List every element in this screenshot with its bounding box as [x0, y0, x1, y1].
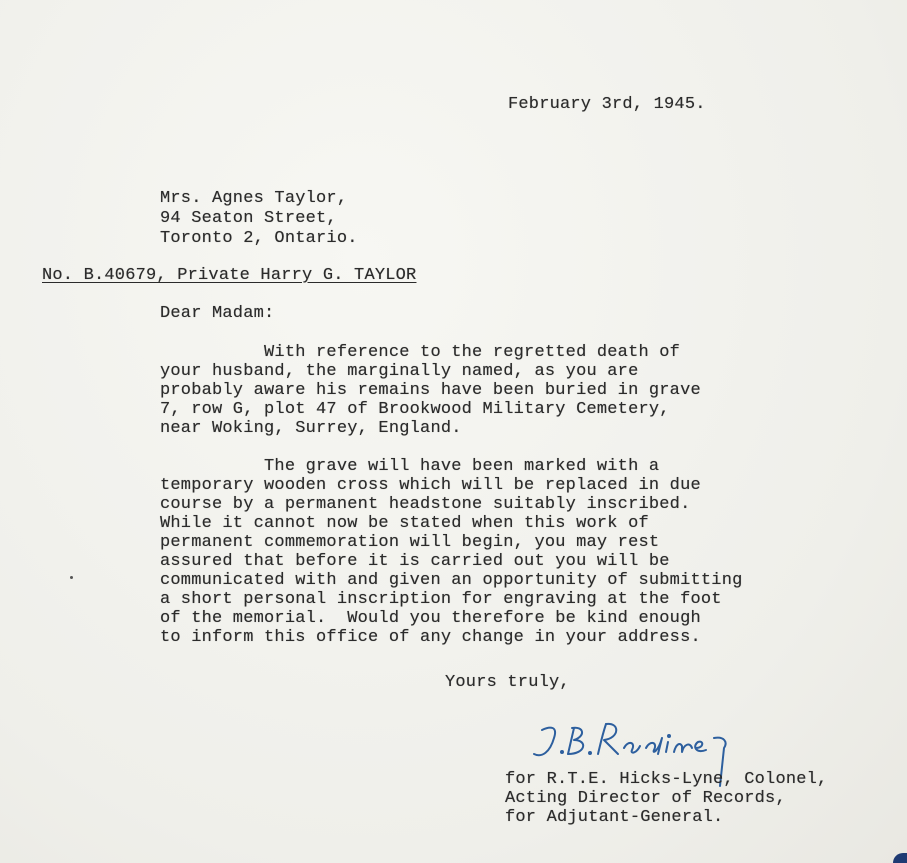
closing: Yours truly,: [445, 673, 570, 692]
paper-speck: [70, 576, 73, 579]
paragraph2-line: assured that before it is carried out you will be: [160, 552, 670, 571]
paragraph2-line: course by a permanent headstone suitably inscribed.: [160, 495, 691, 514]
paragraph2-line: to inform this office of any change in your address.: [160, 628, 701, 647]
recipient-street: 94 Seaton Street,: [160, 209, 337, 228]
paragraph1-line: probably aware his remains have been buried in grave: [160, 381, 701, 400]
signature-line: for R.T.E. Hicks-Lyne, Colonel,: [505, 770, 828, 789]
paragraph2-line: temporary wooden cross which will be replaced in due: [160, 476, 701, 495]
subject-line: No. B.40679, Private Harry G. TAYLOR: [42, 266, 417, 285]
paragraph2-line: communicated with and given an opportunity of submitting: [160, 571, 743, 590]
letter-date: February 3rd, 1945.: [508, 95, 706, 114]
paragraph2-line: a short personal inscription for engraving at the foot: [160, 590, 722, 609]
signature-line: Acting Director of Records,: [505, 789, 786, 808]
recipient-city: Toronto 2, Ontario.: [160, 229, 358, 248]
signature-line: for Adjutant-General.: [505, 808, 724, 827]
corner-ink-mark: [893, 853, 907, 863]
paragraph2-line: While it cannot now be stated when this work of: [160, 514, 649, 533]
paragraph1-line: 7, row G, plot 47 of Brookwood Military Cemetery,: [160, 400, 670, 419]
paragraph2-line: permanent commemoration will begin, you may rest: [160, 533, 660, 552]
paragraph2-line: of the memorial. Would you therefore be kind enough: [160, 609, 701, 628]
recipient-name: Mrs. Agnes Taylor,: [160, 189, 348, 208]
paragraph1-line: near Woking, Surrey, England.: [160, 419, 462, 438]
paragraph1-line: With reference to the regretted death of: [160, 343, 681, 362]
paragraph1-line: your husband, the marginally named, as you are: [160, 362, 639, 381]
paragraph2-line: The grave will have been marked with a: [160, 457, 660, 476]
salutation: Dear Madam:: [160, 304, 275, 323]
